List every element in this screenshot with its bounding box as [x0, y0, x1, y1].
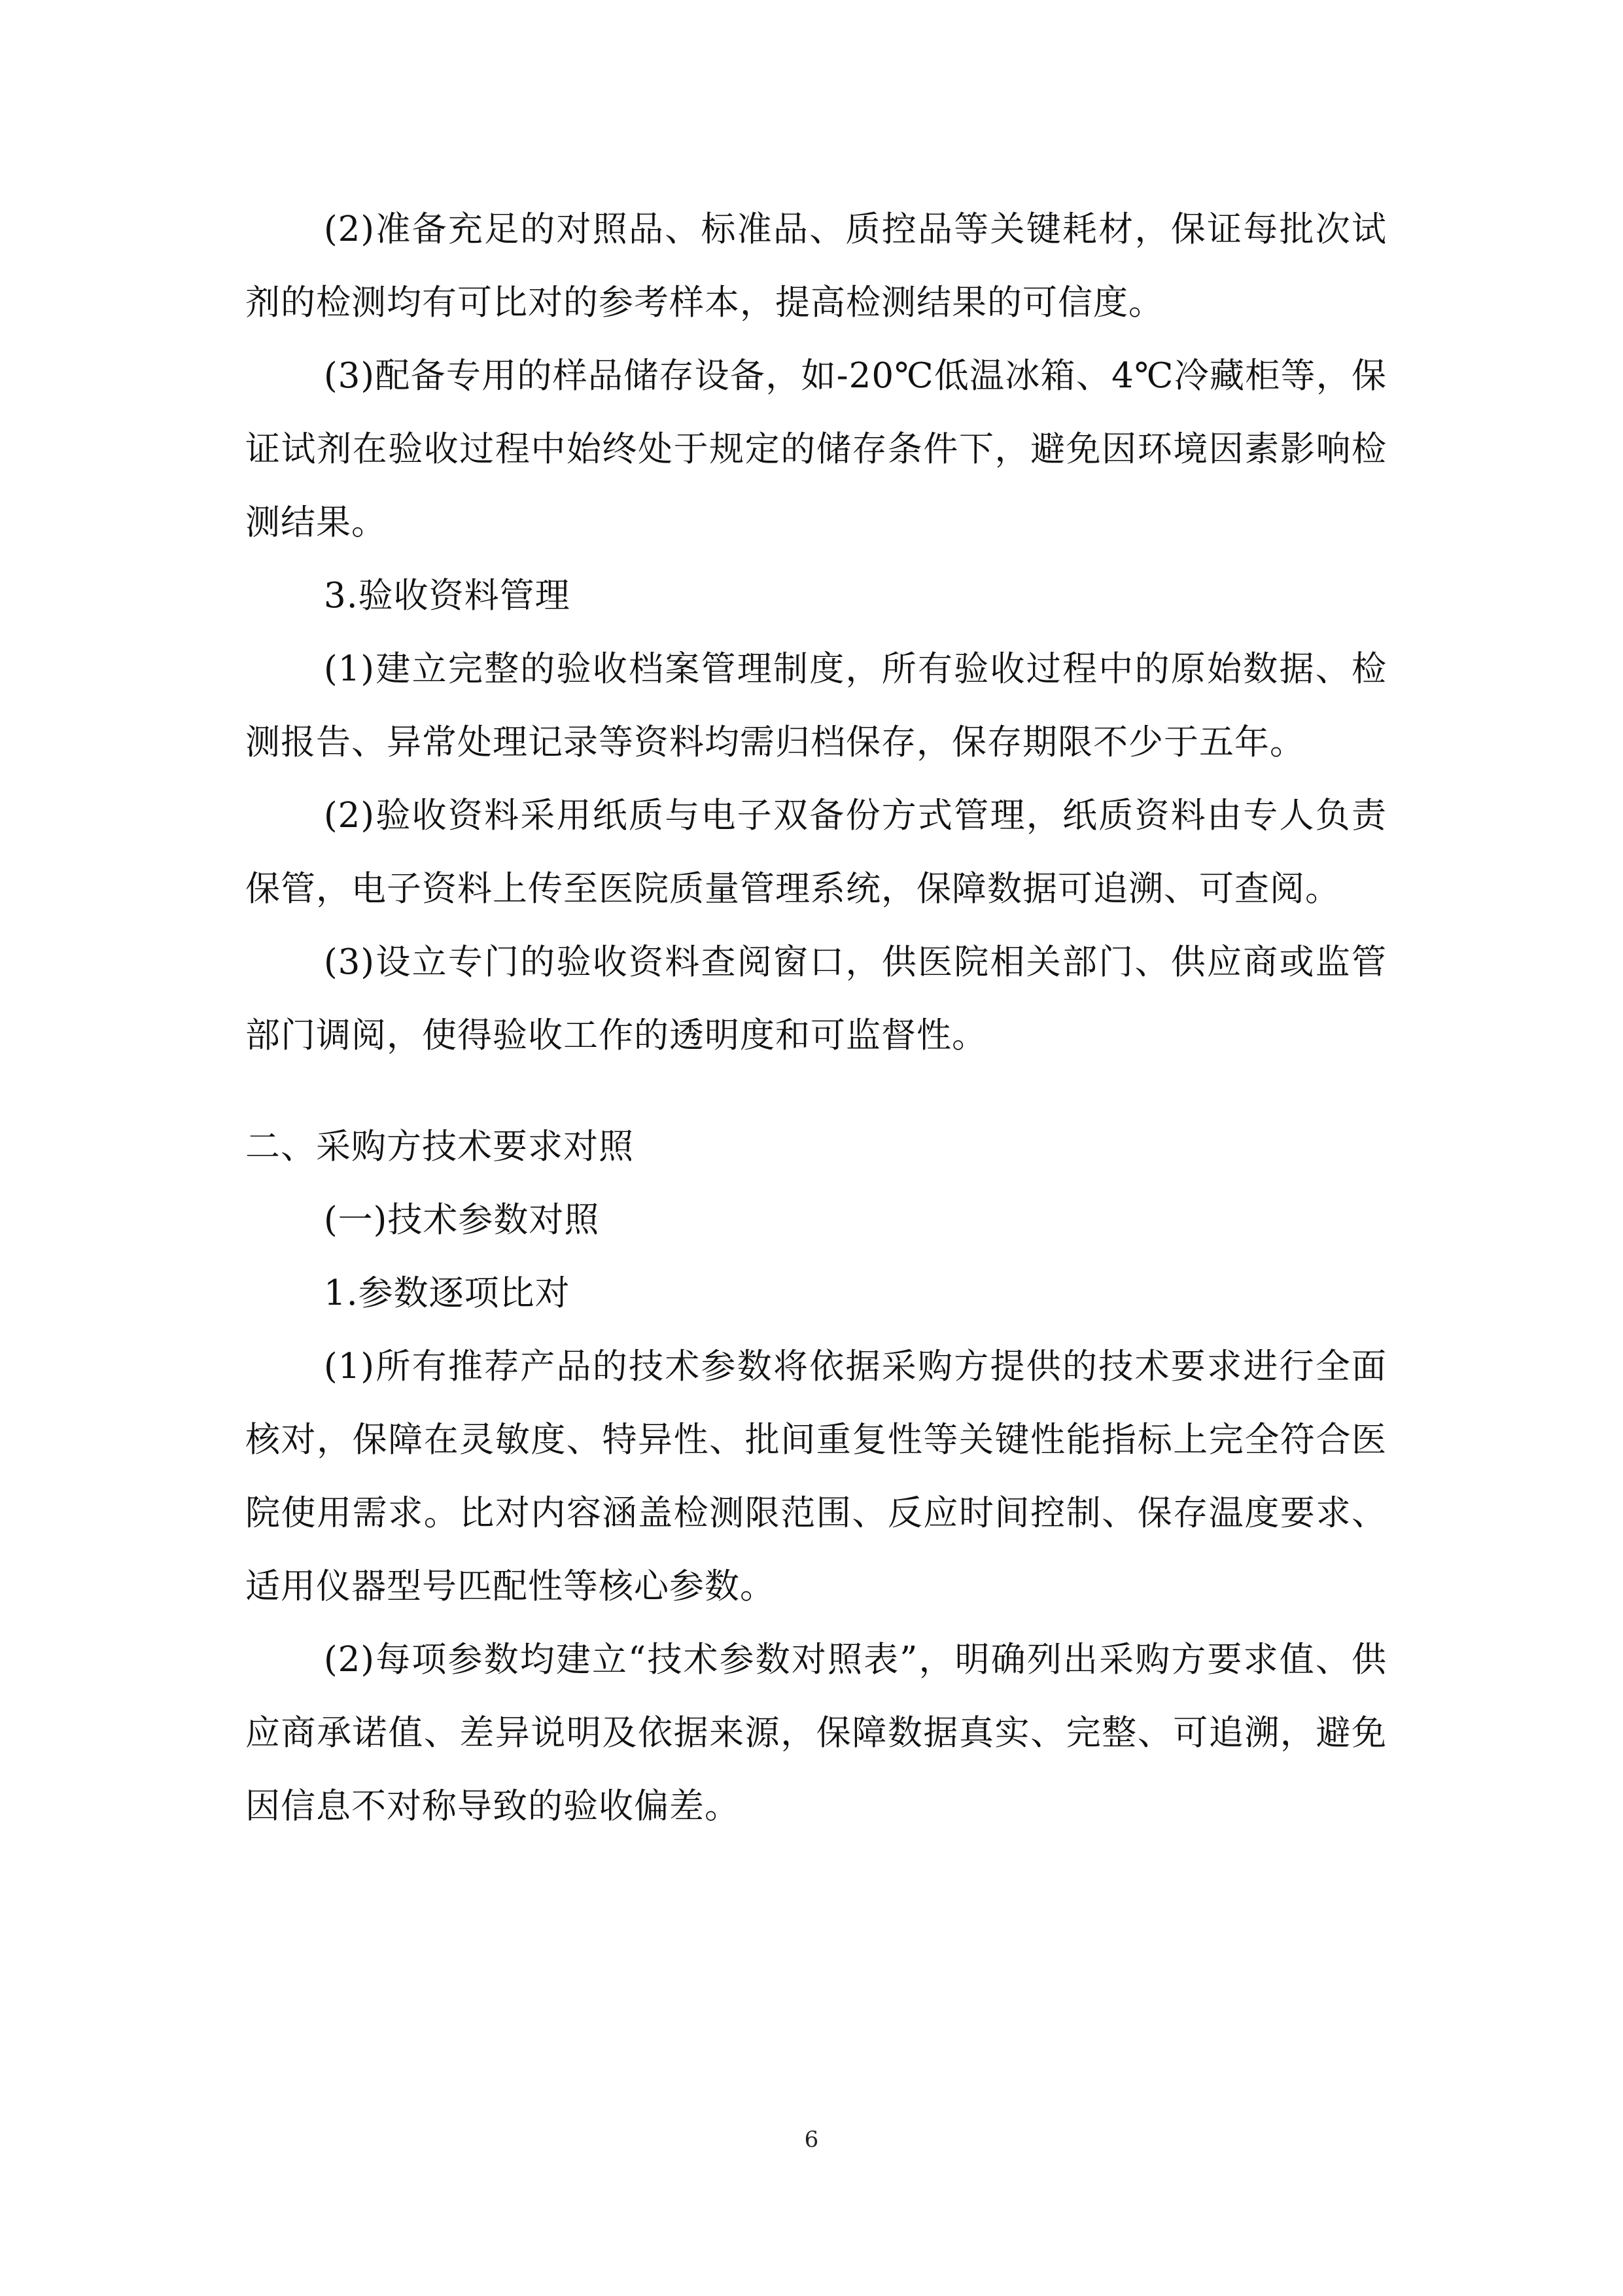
paragraph-parameter-table: (2)每项参数均建立“技术参数对照表”，明确列出采购方要求值、供应商承诺值、差异说明及依据来源，保障数据真实、完整、可追溯，避免因信息不对称导致的验收偏差。	[245, 1640, 1387, 1826]
paragraph-archive-system: (1)建立完整的验收档案管理制度，所有验收过程中的原始数据、检测报告、异常处理记录等资料均需归档保存，保存期限不少于五年。	[245, 649, 1387, 762]
document-body	[245, 193, 1387, 1843]
paragraph-reference-materials: (2)准备充足的对照品、标准品、质控品等关键耗材，保证每批次试剂的检测均有可比对的参考样本，提高检测结果的可信度。	[245, 209, 1387, 323]
paragraph-review-window: (3)设立专门的验收资料查阅窗口，供医院相关部门、供应商或监管部门调阅，使得验收工作的透明度和可监督性。	[245, 942, 1387, 1055]
paragraph-dual-backup: (2)验收资料采用纸质与电子双备份方式管理，纸质资料由专人负责保管，电子资料上传至医院质量管理系统，保障数据可追溯、可查阅。	[245, 796, 1387, 909]
subheading-parameter-comparison: 1.参数逐项比对	[324, 1273, 570, 1313]
page-number: 6	[804, 2127, 819, 2153]
paragraph-storage-equipment: (3)配备专用的样品储存设备，如-20℃低温冰箱、4℃冷藏柜等，保证试剂在验收过程中始终处于规定的储存条件下，避免因环境因素影响检测结果。	[245, 356, 1387, 542]
section-heading-technical-requirements: 二、采购方技术要求对照	[245, 1127, 634, 1167]
subheading-technical-parameters: (一)技术参数对照	[324, 1200, 600, 1240]
subheading-acceptance-records: 3.验收资料管理	[324, 576, 570, 616]
paragraph-parameter-check: (1)所有推荐产品的技术参数将依据采购方提供的技术要求进行全面核对，保障在灵敏度、特异性、批间重复性等关键性能指标上完全符合医院使用需求。比对内容涵盖检测限范围、反应时间控制、保存温度要求、适用仪器型号匹配性等核心参数。	[245, 1347, 1387, 1606]
